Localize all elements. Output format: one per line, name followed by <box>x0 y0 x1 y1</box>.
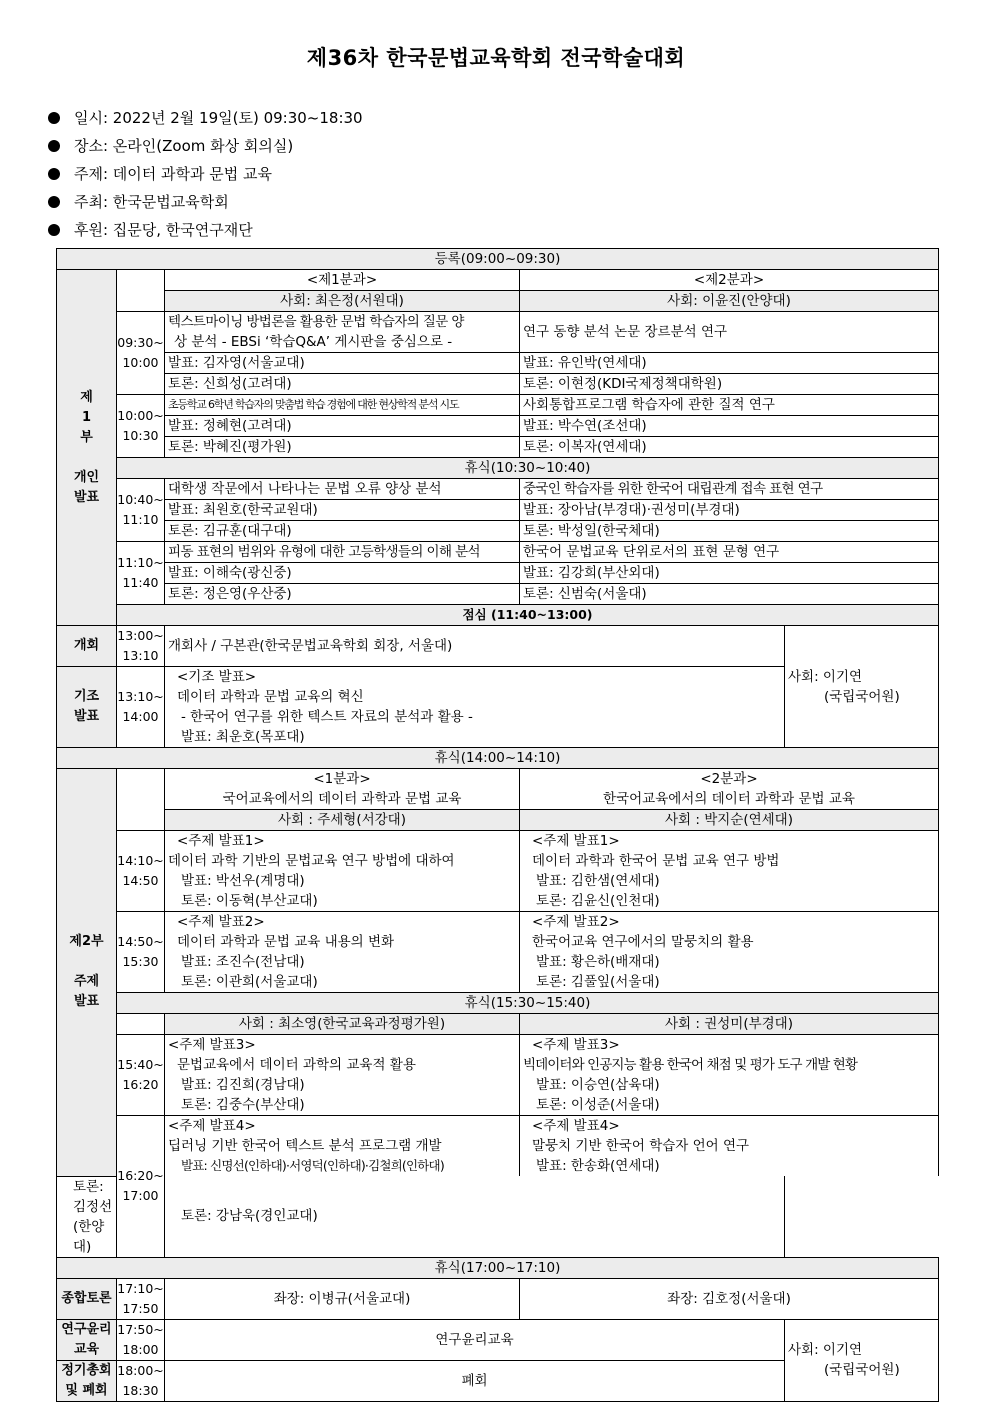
part1-division-row <box>57 270 939 291</box>
opening-label: 개회 <box>57 626 117 667</box>
keynote-label: 기조 발표 <box>57 667 117 748</box>
topic-time: 15:40~ 16:20 <box>117 1035 165 1116</box>
part1-label: 제 1 부 개인 발표 <box>57 270 117 626</box>
topic2-right-discussant: 토론: 김풀잎(서울대) <box>520 972 939 993</box>
part2-division-row <box>57 769 939 790</box>
topic1-left-title: 데이터 과학 기반의 문법교육 연구 방법에 대하여 <box>165 851 520 871</box>
discussion-chair2: 좌장: 김호정(서울대) <box>520 1278 939 1319</box>
bullet-icon <box>48 140 60 152</box>
topic2-left-tag: <주제 발표2> <box>165 912 520 933</box>
closing-text: 폐회 <box>165 1360 785 1401</box>
part1-moderator2: 사회: 이윤진(안양대) <box>520 291 939 312</box>
session1-left-presenter: 발표: 김자영(서울교대) <box>165 353 520 374</box>
ethics-time: 17:50~ 18:00 <box>117 1319 165 1360</box>
topic4-left-title: 딥러닝 기반 한국어 텍스트 분석 프로그램 개발 <box>165 1136 520 1156</box>
topic3-right-discussant: 토론: 이성준(서울대) <box>520 1095 939 1116</box>
topic-time: 14:10~ 14:50 <box>117 831 165 912</box>
session1-right-presenter: 발표: 유인박(연세대) <box>520 353 939 374</box>
bullet-icon <box>48 196 60 208</box>
discussion-chair1: 좌장: 이병규(서울교대) <box>165 1278 520 1319</box>
opening-text: 개회사 / 구본관(한국문법교육학회 회장, 서울대) <box>165 626 785 667</box>
topic3-left-title: 문법교육에서 데이터 과학의 교육적 활용 <box>165 1055 520 1075</box>
session4-left-title: 피동 표현의 범위와 유형에 대한 고등학생들의 이해 분석 <box>165 542 520 563</box>
topic2-right-presenter: 발표: 황은하(배재대) <box>520 952 939 972</box>
part1-moderator1: 사회: 최은정(서원대) <box>165 291 520 312</box>
session-time: 10:40~ 11:10 <box>117 479 165 542</box>
topic4-right-tag: <주제 발표4> <box>520 1116 939 1137</box>
session1-left-title: 텍스트마이닝 방법론을 활용한 문법 학습자의 질문 양 상 분석 - EBSi ‘학습Q&A’ 게시판을 중심으로 - <box>165 312 520 353</box>
part1-division2-label: <제2분과> <box>520 270 939 291</box>
session3-left-discussant: 토론: 김규훈(대구대) <box>165 521 520 542</box>
session2-left-presenter: 발표: 정혜현(고려대) <box>165 416 520 437</box>
topic2-right-title: 한국어교육 연구에서의 말뭉치의 활용 <box>520 932 939 952</box>
discussion-label: 종합토론 <box>57 1278 117 1319</box>
part2-division2-topic: 한국어교육에서의 데이터 과학과 문법 교육 <box>520 789 939 810</box>
part1-moderator-row <box>57 291 939 312</box>
topic1-left-tag: <주제 발표1> <box>165 831 520 852</box>
session4-right-title: 한국어 문법교육 단위로서의 표현 문형 연구 <box>520 542 939 563</box>
topic3-right-presenter: 발표: 이승연(삼육대) <box>520 1075 939 1095</box>
session1-left-discussant: 토론: 신희성(고려대) <box>165 374 520 395</box>
topic1-right-title: 데이터 과학과 한국어 문법 교육 연구 방법 <box>520 851 939 871</box>
part1-division1-label: <제1분과> <box>165 270 520 291</box>
ethics-text: 연구윤리교육 <box>165 1319 785 1360</box>
session2-right-discussant: 토론: 이복자(연세대) <box>520 437 939 458</box>
session3-right-title: 중국인 학습자를 위한 한국어 대립관계 접속 표현 연구 <box>520 479 939 500</box>
topic4-right-discussant: 토론: 강남욱(경인교대) <box>165 1176 785 1257</box>
info-item-sponsor: 후원: 집문당, 한국연구재단 <box>48 216 363 244</box>
session3-right-presenter: 발표: 장아남(부경대)·권성미(부경대) <box>520 500 939 521</box>
ethics-row <box>57 1319 939 1340</box>
session3-left-title: 대학생 작문에서 나타나는 문법 오류 양상 분석 <box>165 479 520 500</box>
ethics-label: 연구윤리 교육 <box>57 1319 117 1360</box>
closing-time: 18:00~ 18:30 <box>117 1360 165 1401</box>
event-info-list <box>48 104 363 244</box>
topic3-left-presenter: 발표: 김진희(경남대) <box>165 1075 520 1095</box>
session1-right-title: 연구 동향 분석 논문 장르분석 연구 <box>520 312 939 353</box>
break-row: 휴식(10:30~10:40) <box>117 458 939 479</box>
info-item-date: 일시: 2022년 2월 19일(토) 09:30~18:30 <box>48 104 363 132</box>
session3-right-discussant: 토론: 박성일(한국체대) <box>520 521 939 542</box>
moderator-mid: 사회: 이기연 (국립국어원) <box>785 626 939 748</box>
break-row: 휴식(17:00~17:10) <box>57 1257 939 1278</box>
topic3-right-tag: <주제 발표3> <box>520 1035 939 1056</box>
session4-right-discussant: 토론: 신범숙(서울대) <box>520 584 939 605</box>
moderator-end: 사회: 이기연 (국립국어원) <box>785 1319 939 1401</box>
topic1-left-discussant: 토론: 이동혁(부산교대) <box>165 891 520 912</box>
part2-division2-label: <2분과> <box>520 769 939 790</box>
session3-left-presenter: 발표: 최원호(한국교원대) <box>165 500 520 521</box>
topic1-right-tag: <주제 발표1> <box>520 831 939 852</box>
session2-left-title: 초등학교 6학년 학습자의 맞춤법 학습 경험에 대한 현상학적 분석 시도 <box>165 395 520 416</box>
session-time: 11:10~ 11:40 <box>117 542 165 605</box>
keynote-subtitle: - 한국어 연구를 위한 텍스트 자료의 분석과 활용 - <box>165 707 785 727</box>
bullet-icon <box>48 168 60 180</box>
topic1-left-presenter: 발표: 박선우(계명대) <box>165 871 520 891</box>
part2-moderator3: 사회 : 최소영(한국교육과정평가원) <box>165 1014 520 1035</box>
page-title: 제36차 한국문법교육학회 전국학술대회 <box>306 46 686 70</box>
topic2-left-presenter: 발표: 조진수(전남대) <box>165 952 520 972</box>
part2-division1-topic: 국어교육에서의 데이터 과학과 문법 교육 <box>165 789 520 810</box>
opening-row <box>57 626 939 647</box>
keynote-tag: <기조 발표> <box>165 667 785 688</box>
part2-label: 제2부 주제 발표 <box>57 769 117 1177</box>
discussion-time: 17:10~ 17:50 <box>117 1278 165 1319</box>
registration-row <box>57 249 939 270</box>
topic4-right-title: 말뭉치 기반 한국어 학습자 언어 연구 <box>520 1136 939 1156</box>
topic2-left-discussant: 토론: 이관희(서울교대) <box>165 972 520 993</box>
topic1-right-presenter: 발표: 김한샘(연세대) <box>520 871 939 891</box>
topic2-right-tag: <주제 발표2> <box>520 912 939 933</box>
part2-moderator4: 사회 : 권성미(부경대) <box>520 1014 939 1035</box>
topic3-right-title: 빅데이터와 인공지능 활용 한국어 채점 및 평가 도구 개발 현황 <box>520 1055 939 1075</box>
part2-moderator2: 사회 : 박지순(연세대) <box>520 810 939 831</box>
session-time: 09:30~ 10:00 <box>117 312 165 395</box>
session1-right-discussant: 토론: 이현정(KDI국제정책대학원) <box>520 374 939 395</box>
info-item-host: 주최: 한국문법교육학회 <box>48 188 363 216</box>
blank-time-cell <box>117 270 165 312</box>
info-item-venue: 장소: 온라인(Zoom 화상 회의실) <box>48 132 363 160</box>
keynote-time: 13:10~ 14:00 <box>117 667 165 748</box>
keynote-presenter: 발표: 최운호(목포대) <box>165 727 785 748</box>
session4-left-presenter: 발표: 이해숙(광신중) <box>165 563 520 584</box>
keynote-title: 데이터 과학과 문법 교육의 혁신 <box>165 687 785 707</box>
topic1-right-discussant: 토론: 김윤신(인천대) <box>520 891 939 912</box>
lunch-row: 점심 (11:40~13:00) <box>117 605 939 626</box>
session4-left-discussant: 토론: 정은영(우산중) <box>165 584 520 605</box>
break-row: 휴식(15:30~15:40) <box>117 993 939 1014</box>
topic4-left-tag: <주제 발표4> <box>165 1116 520 1137</box>
break-row: 휴식(14:00~14:10) <box>57 748 939 769</box>
topic-time: 16:20~ 17:00 <box>117 1116 165 1258</box>
session2-right-title: 사회통합프로그램 학습자에 관한 질적 연구 <box>520 395 939 416</box>
topic2-left-title: 데이터 과학과 문법 교육 내용의 변화 <box>165 932 520 952</box>
session2-right-presenter: 발표: 박수연(조선대) <box>520 416 939 437</box>
registration-cell: 등록(09:00~09:30) <box>57 249 939 270</box>
discussion-row <box>57 1278 939 1299</box>
bullet-icon <box>48 224 60 236</box>
session-row <box>57 312 939 333</box>
part2-division1-label: <1분과> <box>165 769 520 790</box>
info-item-theme: 주제: 데이터 과학과 문법 교육 <box>48 160 363 188</box>
topic4-left-discussant: 토론: 김정선(한양대) <box>57 1176 117 1257</box>
closing-label: 정기총회 및 폐회 <box>57 1360 117 1401</box>
bullet-icon <box>48 112 60 124</box>
topic4-right-presenter: 발표: 한송화(연세대) <box>520 1156 939 1176</box>
topic3-left-tag: <주제 발표3> <box>165 1035 520 1056</box>
session4-right-presenter: 발표: 김강희(부산외대) <box>520 563 939 584</box>
topic3-left-discussant: 토론: 김중수(부산대) <box>165 1095 520 1116</box>
opening-time: 13:00~ 13:10 <box>117 626 165 667</box>
session-time: 10:00~ 10:30 <box>117 395 165 458</box>
blank-time-cell <box>117 1014 165 1035</box>
blank-time-cell <box>117 769 165 831</box>
session2-left-discussant: 토론: 박혜진(평가원) <box>165 437 520 458</box>
topic-time: 14:50~ 15:30 <box>117 912 165 993</box>
topic4-left-presenter: 발표: 신명선(인하대)·서영덕(인하대)·김철희(인하대) <box>165 1156 520 1176</box>
part2-moderator1: 사회 : 주세형(서강대) <box>165 810 520 831</box>
schedule-table <box>56 248 939 1402</box>
